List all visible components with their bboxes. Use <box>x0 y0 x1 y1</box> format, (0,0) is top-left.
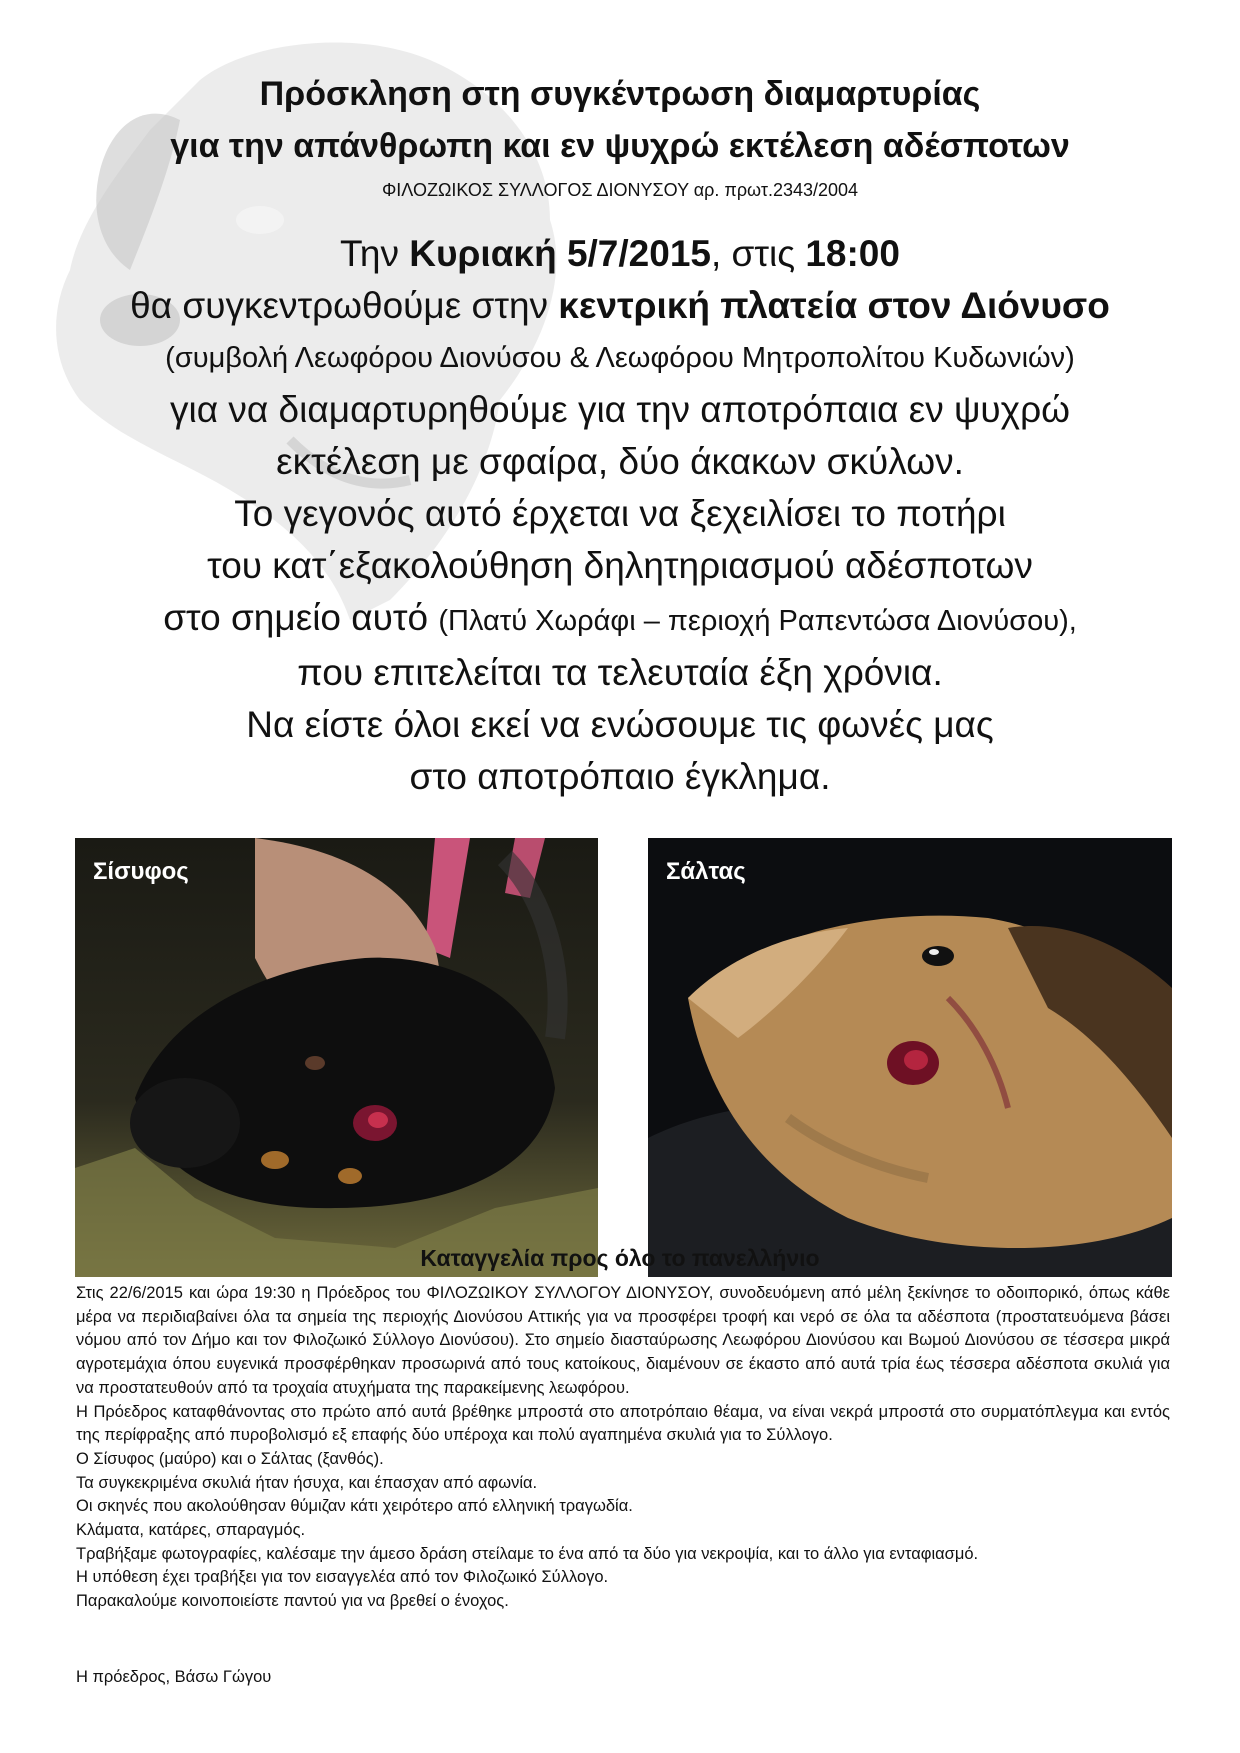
announcement-line-9: που επιτελείται τα τελευταία έξη χρόνια. <box>297 652 943 693</box>
report-paragraph-9: Παρακαλούμε κοινοποιείστε παντού για να βρεθεί ο ένοχος. <box>76 1592 509 1611</box>
announcement-line-3: (συμβολή Λεωφόρου Διονύσου & Λεωφόρου Μητροπολίτου Κυδωνιών) <box>165 342 1075 374</box>
text-segment: (Πλατύ Χωράφι – περιοχή Ραπεντώσα Διονύσου), <box>438 605 1077 637</box>
announcement-line-4: για να διαμαρτυρηθούμε για την αποτρόπαια εν ψυχρώ <box>169 389 1070 430</box>
announcement-line-11: στο αποτρόπαιο έγκλημα. <box>409 756 831 797</box>
organization-subtitle: ΦΙΛΟΖΩΙΚΟΣ ΣΥΛΛΟΓΟΣ ΔΙΟΝΥΣΟΥ αρ. πρωτ.2343/2004 <box>381 180 859 200</box>
event-date: Κυριακή 5/7/2015 <box>409 233 711 274</box>
signature: Η πρόεδρος, Βάσω Γώγου <box>76 1668 272 1686</box>
announcement-line-6: Το γεγονός αυτό έρχεται να ξεχειλίσει το ποτήρι <box>234 493 1006 534</box>
report-paragraph-1: Στις 22/6/2015 και ώρα 19:30 η Πρόεδρος του ΦΙΛΟΖΩΙΚΟΥ ΣΥΛΛΟΓΟΥ ΔΙΟΝΥΣΟΥ, συνοδευόμενη από μέλη ξεκίνησε το οδοιπορικό, όπως κάθε μέρα να περιδιαβαίνει όλα τα σημεία της περιοχής Διονύσου Αττικής για να προσφέρει τροφή και νερό σε όλα τα αδέσποτα (προστατευόμενα βάσει νόμου από τον Δήμο και τον Φιλοζωικό Σύλλογο Διονύσου). Στο σημείο διασταύρωσης Λεωφόρου Διονύσου και Βωμού Διονύσου σε τέσσερα μικρά αγροτεμάχια όπου ευγενικά προσφέρθηκαν προσωρινά από τους κατοίκους, διαμένουν σε έκαστο από αυτά τρία έως τέσσερα αδέσποτα σκυλιά για να προστατευθούν από τα τροχαία ατυχήματα της παρακείμενης λεωφόρου. <box>76 1284 1170 1397</box>
text-segment: στο σημείο αυτό <box>163 597 439 638</box>
announcement-line-1 <box>0 228 1240 280</box>
report-paragraph-4: Τα συγκεκριμένα σκυλιά ήταν ήσυχα, και έπασχαν από αφωνία. <box>76 1473 538 1492</box>
text-segment: θα συγκεντρωθούμε στην <box>130 285 559 326</box>
text-segment: Την <box>340 233 410 274</box>
report-paragraph-2: Η Πρόεδρος καταφθάνοντας στο πρώτο από αυτά βρέθηκε μπροστά στο αποτρόπαιο θέαμα, να είναι νεκρά μπροστά στο συρματόπλεγμα και εντός της περίφραξης από πυροβολισμό εξ επαφής δύο υπέροχα και πολύ αγαπημένα σκυλιά για το Σύλλογο. <box>76 1402 1170 1445</box>
photo-sisyphus <box>75 838 598 1277</box>
page-title-line-2: για την απάνθρωπη και εν ψυχρώ εκτέλεση αδέσποτων <box>170 127 1070 165</box>
text-segment: , στις <box>710 233 806 274</box>
report-paragraph-5: Οι σκηνές που ακολούθησαν θύμιζαν κάτι χειρότερο από ελληνική τραγωδία. <box>76 1497 633 1516</box>
announcement-line-8 <box>0 592 1240 647</box>
report-title: Καταγγελία προς όλο το πανελλήνιο <box>420 1245 820 1271</box>
report-body <box>76 1282 1170 1614</box>
report-paragraph-3: Ο Σίσυφος (μαύρο) και ο Σάλτας (ξανθός). <box>76 1449 384 1468</box>
page-title-line-1: Πρόσκληση στη συγκέντρωση διαμαρτυρίας <box>259 75 981 113</box>
announcement-line-2 <box>0 280 1240 332</box>
report-paragraph-8: Η υπόθεση έχει τραβήξει για τον εισαγγελέα από τον Φιλοζωικό Σύλλογο. <box>76 1568 609 1587</box>
photo-label-sisyphus: Σίσυφος <box>93 858 189 885</box>
announcement-line-10: Να είστε όλοι εκεί να ενώσουμε τις φωνές μας <box>246 704 994 745</box>
event-time: 18:00 <box>805 233 900 274</box>
announcement-line-7: του κατ΄εξακολούθηση δηλητηριασμού αδέσποτων <box>207 545 1033 586</box>
report-paragraph-7: Τραβήξαμε φωτογραφίες, καλέσαμε την άμεσο δράση στείλαμε το ένα από τα δύο για νεκροψία, και το άλλο για ενταφιασμό. <box>76 1544 979 1563</box>
photo-label-saltas: Σάλτας <box>666 858 746 885</box>
report-paragraph-6: Κλάματα, κατάρες, σπαραγμός. <box>76 1521 306 1540</box>
event-location: κεντρική πλατεία στον Διόνυσο <box>558 285 1110 326</box>
event-announcement <box>0 228 1240 803</box>
photo-saltas <box>648 838 1172 1277</box>
announcement-line-5: εκτέλεση με σφαίρα, δύο άκακων σκύλων. <box>276 441 964 482</box>
